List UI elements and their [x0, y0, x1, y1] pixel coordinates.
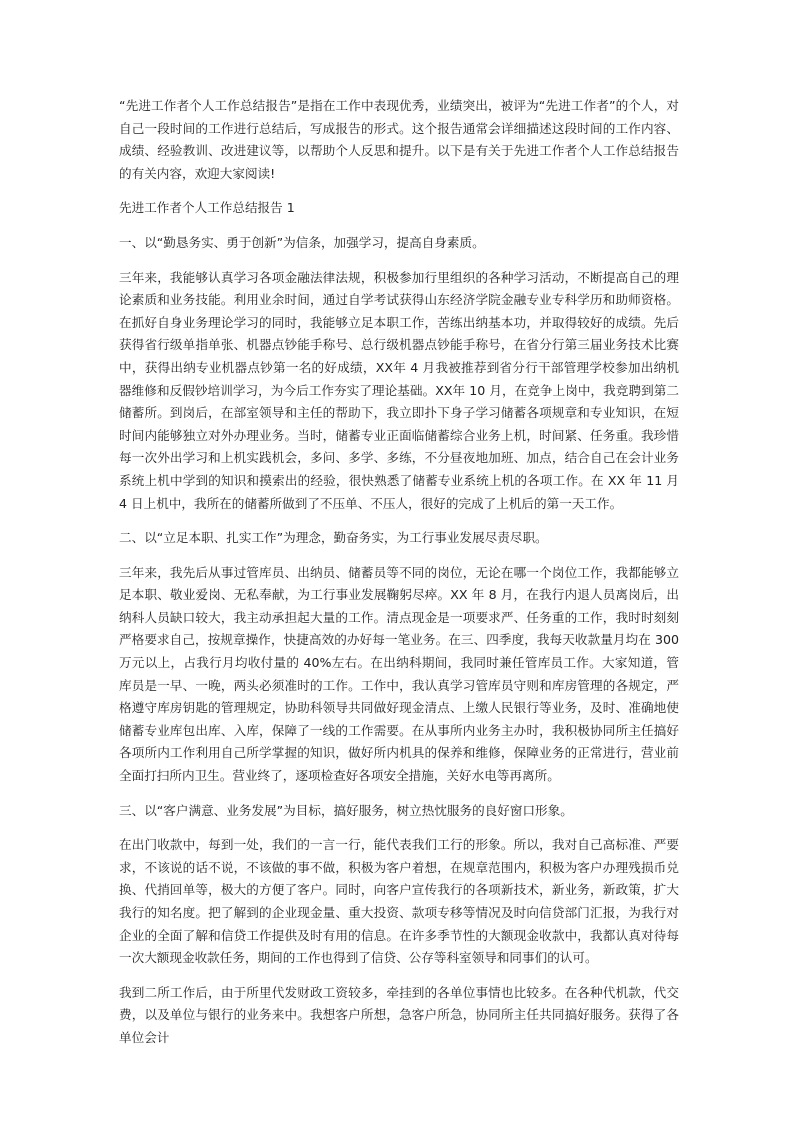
intro-paragraph: “先进工作者个人工作总结报告”是指在工作中表现优秀，业绩突出，被评为“先进工作者”的个人，对自己一段时间的工作进行总结后，写成报告的形式。这个报告通常会详细描述这段时间的工作内容、成绩、经验教训、改进建议等，以帮助个人反思和提升。以下是有关于先进工作者个人工作总结报告的有关内容，欢迎大家阅读! [119, 98, 679, 181]
report-title: 先进工作者个人工作总结报告 1 [119, 200, 295, 216]
section-2-body: 三年来，我先后从事过管库员、出纳员、储蓄员等不同的岗位，无论在哪一个岗位工作，我都能够立足本职、敬业爱岗、无私奉献，为工行事业发展鞠躬尽瘁。XX 年 8 月，在我行内退人员离岗后，出纳科人员缺口较大，我主动承担起大量的工作。清点现金是一项要求严、任务重的工作，我时时刻刻严格要求自己，按规章操作，快捷高效的办好每一笔业务。在三、四季度，我每天收款量月均在 300 万元以上，占我行月均收付量的 40%左右。在出纳科期间，我同时兼任管库员工作。大家知道，管库员是一早、一晚，两头必须准时的工作。工作中，我认真学习管库员守则和库房管理的各规定，严格遵守库房钥匙的管理规定，协助科领导共同做好现金清点、上缴人民银行等业务，及时、准确地使储蓄专业库包出库、入库，保障了一线的工作需要。在从事所内业务主办时，我积极协同所主任搞好各项所内工作利用自己所学掌握的知识，做好所内机具的保养和维修，保障业务的正常进行，营业前全面打扫所内卫生。营业终了，逐项检查好各项安全措施，关好水电等再离所。 [119, 564, 679, 784]
section-1-heading: 一、以“勤恳务实、勇于创新”为信条，加强学习，提高自身素质。 [119, 234, 485, 250]
section-3-body-continued: 我到二所工作后，由于所里代发财政工资较多，牵挂到的各单位事情也比较多。在各种代机款，代交费，以及单位与银行的业务来中。我想客户所想，急客户所急，协同所主任共同搞好服务。获得了各单位会计 [119, 984, 679, 1045]
document-page [119, 95, 679, 1062]
section-2-heading: 二、以“立足本职、扎实工作”为理念，勤奋务实，为工行事业发展尽责尽职。 [119, 530, 548, 546]
section-3-heading: 三、以“客户满意、业务发展”为目标，搞好服务，树立热忱服务的良好窗口形象。 [119, 802, 573, 818]
section-3-body: 在出门收款中，每到一处，我们的一言一行，能代表我们工行的形象。所以，我对自己高标准、严要求，不该说的话不说，不该做的事不做，积极为客户着想，在规章范围内，积极为客户办理残损币兑换、代捎回单等，极大的方便了客户。同时，向客户宣传我行的各项新技术，新业务，新政策，扩大我行的知名度。把了解到的企业现金量、重大投资、款项专移等情况及时向信贷部门汇报，为我行对企业的全面了解和信贷工作提供及时有用的信息。在许多季节性的大额现金收款中，我都认真对待每一次大额现金收款任务，期间的工作也得到了信贷、公存等科室领导和同事们的认可。 [119, 837, 679, 966]
section-1-body: 三年来，我能够认真学习各项金融法律法规，积极参加行里组织的各种学习活动，不断提高自己的理论素质和业务技能。利用业余时间，通过自学考试获得山东经济学院金融专业专科学历和助师资格。在抓好自身业务理论学习的同时，我能够立足本职工作，苦练出纳基本功，并取得较好的成绩。先后获得省行级单指单张、机器点钞能手称号、总行级机器点钞能手称号，在省分行第三届业务技术比赛中，获得出纳专业机器点钞第一名的好成绩，XX年 4 月我被推荐到省分行干部管理学校参加出纳机器维修和反假钞培训学习，为今后工作夯实了理论基础。XX年 10 月，在竞争上岗中，我竞聘到第二储蓄所。到岗后，在部室领导和主任的帮助下，我立即扑下身子学习储蓄各项规章和专业知识，在短时间内能够独立对外办理业务。当时，储蓄专业正面临储蓄综合业务上机，时间紧、任务重。我珍惜每一次外出学习和上机实践机会，多问、多学、多练，不分昼夜地加班、加点，结合自己在会计业务系统上机中学到的知识和摸索出的经验，很快熟悉了储蓄专业系统上机的各项工作。在 XX 年 11 月 4 日上机中，我所在的储蓄所做到了不压单、不压人，很好的完成了上机后的第一天工作。 [119, 269, 679, 511]
